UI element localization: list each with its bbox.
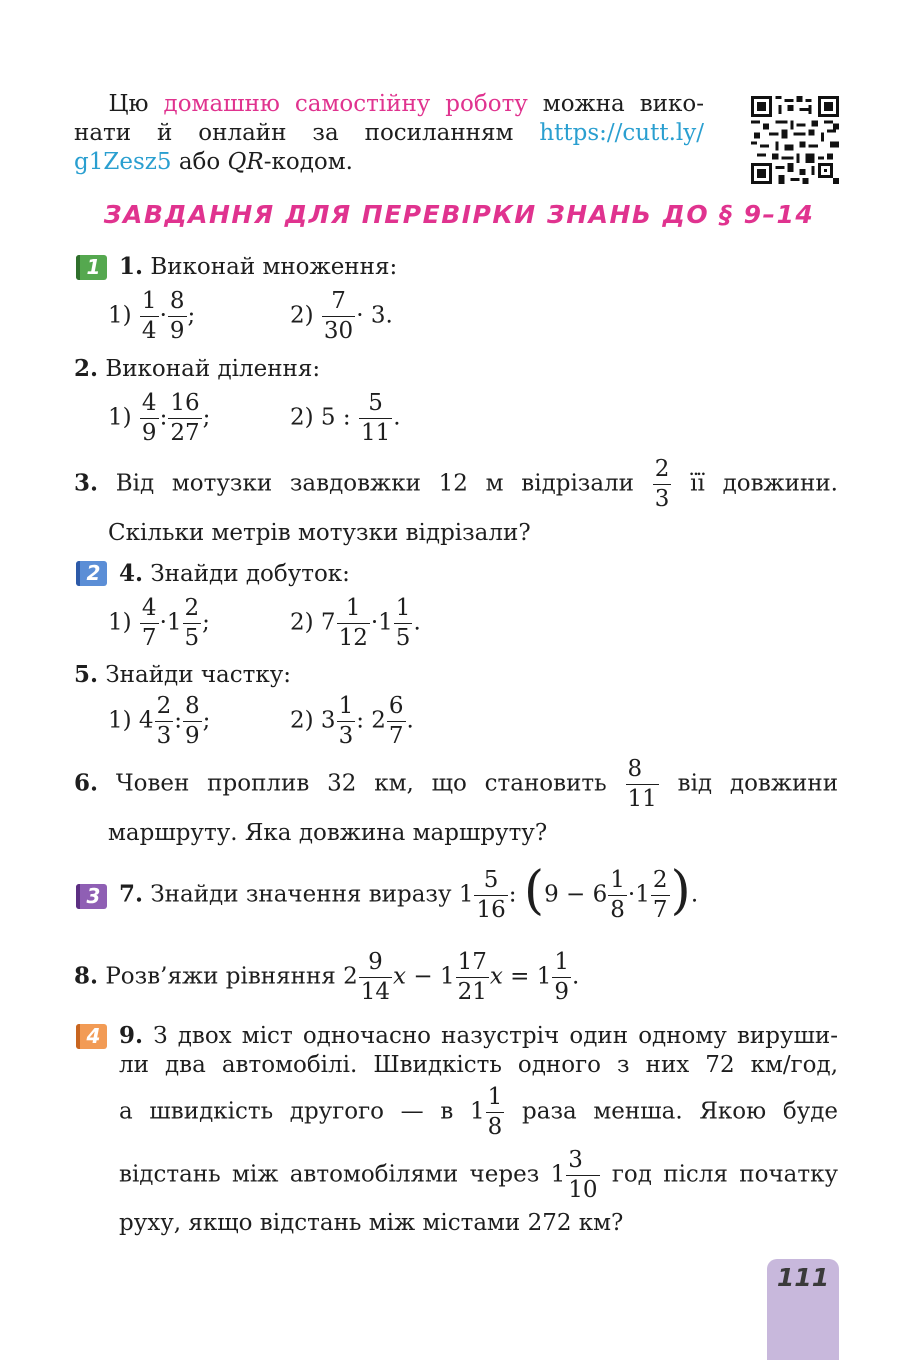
fraction: $\frac{2}{5}$: [184, 595, 200, 651]
fraction: $\frac{5}{16}$: [476, 867, 506, 923]
task-1-title: 1. Виконай множення:: [119, 253, 398, 280]
fraction: $\frac{1}{9}$: [554, 949, 570, 1005]
page-number-tab: [767, 1259, 839, 1360]
url-link-part1[interactable]: https://cutt.ly/: [539, 120, 704, 146]
task-5-part-2: 2) 3 $\frac{1}{3}$ : 2 $\frac{6}{7}$ .: [290, 693, 414, 749]
fraction: $\frac{2}{3}$: [156, 693, 172, 749]
task-4-title: 4. Знайди добуток:: [119, 560, 350, 587]
task-5-part-1: 1) 4 $\frac{2}{3}$ : $\frac{8}{9}$ ;: [108, 693, 211, 749]
intro-paragraph: [74, 90, 704, 177]
left-paren: (: [523, 861, 545, 922]
task-2-part-2: 2) 5 : $\frac{5}{11}$ .: [290, 390, 401, 446]
fraction: $\frac{1}{5}$: [395, 595, 411, 651]
homework-link[interactable]: домашню самостійну роботу: [163, 91, 528, 117]
fraction: $\frac{1}{8}$: [487, 1084, 503, 1140]
task-3-line-1: 3. Від мотузки завдовжки 12 м відрізали $\frac{2}{3}$ її довжини.: [74, 456, 838, 512]
level-badge-4: 4: [76, 1024, 107, 1049]
task-2-title: 2. Виконай ділення:: [74, 355, 321, 382]
intro-line-3: g1Zesz5 або QR-кодом.: [74, 149, 353, 175]
task-7-line: 7. Знайди значення виразу 1 $\frac{5}{16}$ : (9 − 6 $\frac{1}{8}$ ·1 $\frac{2}{7}$ ).: [119, 861, 699, 923]
fraction: $\frac{6}{7}$: [388, 693, 404, 749]
task-5-title: 5. Знайди частку:: [74, 661, 292, 688]
fraction: $\frac{4}{7}$: [141, 595, 157, 651]
intro-line-2: нати й онлайн за посиланням https://cutt.ly/: [74, 120, 704, 146]
url-link-part2[interactable]: g1Zesz5: [74, 149, 172, 175]
fraction: $\frac{2}{7}$: [652, 867, 668, 923]
fraction: $\frac{2}{3}$: [654, 456, 670, 512]
task-9-line-4: відстань між автомобілями через 1 $\frac{3}{10}$ год після початку: [119, 1147, 838, 1203]
task-8-line: 8. Розв’яжи рівняння 2 $\frac{9}{14}$ x − 1 $\frac{17}{21}$ x = 1 $\frac{1}{9}$ .: [74, 949, 580, 1005]
fraction: $\frac{16}{27}$: [170, 390, 200, 446]
fraction: $\frac{1}{3}$: [338, 693, 354, 749]
fraction: $\frac{17}{21}$: [457, 949, 487, 1005]
level-badge-2: 2: [76, 561, 107, 586]
fraction: $\frac{1}{8}$: [610, 867, 625, 923]
task-2-part-1: 1) $\frac{4}{9}$ : $\frac{16}{27}$ ;: [108, 390, 211, 446]
page-number: 111: [776, 1263, 830, 1292]
qr-code-image[interactable]: [751, 96, 839, 184]
task-1-part-2: 2) $\frac{7}{30}$ · 3.: [290, 288, 393, 344]
fraction: $\frac{8}{11}$: [627, 756, 657, 812]
task-1-part-1: 1) $\frac{1}{4}$ · $\frac{8}{9}$ ;: [108, 288, 196, 344]
task-9-line-3: а швидкість другого — в 1 $\frac{1}{8}$ раза менша. Якою буде: [119, 1084, 838, 1140]
task-6-line-1: 6. Човен проплив 32 км, що становить $\frac{8}{11}$ від довжини: [74, 756, 839, 812]
fraction: $\frac{1}{4}$: [141, 288, 157, 344]
task-6-line-2: маршруту. Яка довжина маршруту?: [108, 820, 548, 846]
fraction: $\frac{8}{9}$: [184, 693, 200, 749]
fraction: $\frac{3}{10}$: [568, 1147, 598, 1203]
task-4-part-1: 1) $\frac{4}{7}$ ·1 $\frac{2}{5}$ ;: [108, 595, 210, 651]
task-3-line-2: Скільки метрів мотузки відрізали?: [108, 520, 531, 546]
section-heading: ЗАВДАННЯ ДЛЯ ПЕРЕВІРКИ ЗНАНЬ ДО § 9–14: [103, 200, 815, 229]
fraction: $\frac{8}{9}$: [169, 288, 185, 344]
fraction: $\frac{1}{12}$: [338, 595, 368, 651]
task-9-line-2: ли два автомобілі. Швидкість одного з них 72 км/год,: [119, 1052, 838, 1078]
intro-line-1: Цю домашню самостійну роботу можна вико-: [108, 91, 704, 117]
task-9-line-1: 9. З двох міст одночасно назустріч один одному вируши-: [119, 1022, 838, 1049]
fraction: $\frac{7}{30}$: [323, 288, 354, 344]
task-4-part-2: 2) 7 $\frac{1}{12}$ ·1 $\frac{1}{5}$ .: [290, 595, 421, 651]
fraction: $\frac{4}{9}$: [141, 390, 157, 446]
level-badge-3: 3: [76, 884, 107, 909]
fraction: $\frac{9}{14}$: [360, 949, 391, 1005]
task-9-line-5: руху, якщо відстань між містами 272 км?: [119, 1210, 624, 1236]
right-paren: ): [670, 861, 691, 922]
fraction: $\frac{5}{11}$: [360, 390, 391, 446]
level-badge-1: 1: [76, 255, 107, 280]
